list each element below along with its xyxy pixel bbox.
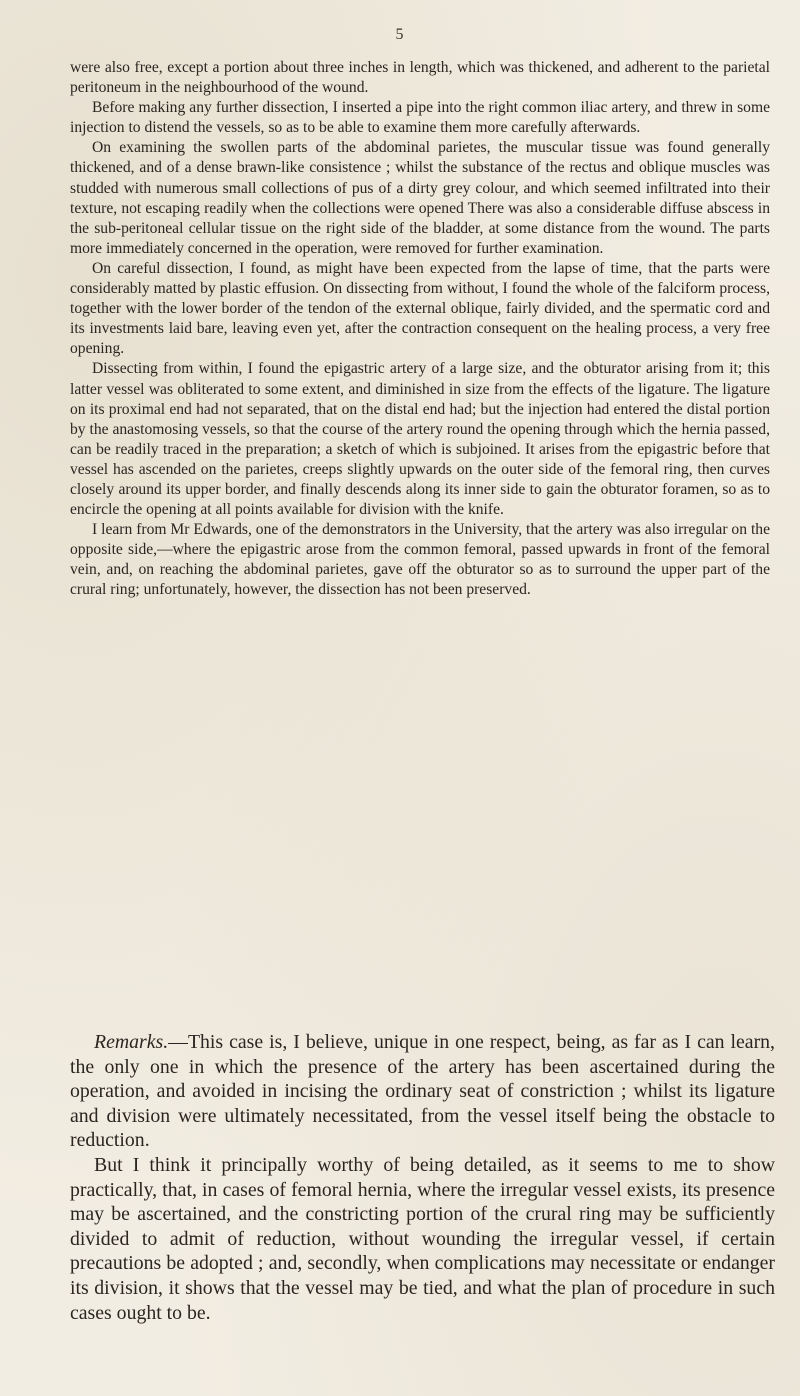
remarks-intro-text: —This case is, I believe, unique in one respect, being, as far as I can learn, the only one in which the presence of the artery has been ascertained during the operation, and avoided in incising the ordinary seat of constriction ; whilst its ligature and division were ultimately necessitated, from the vessel itself being the obstacle to reduction. [70,1031,775,1152]
paragraph-dissecting-within: Dissecting from within, I found the epigastric artery of a large size, and the obturator arising from it; this latter vessel was obliterated to some extent, and diminished in size from the effects of the ligature. The ligature on its proximal end had not separated, that on the distal end had; but the injection had entered the distal portion by the anastomosing vessels, so that the course of the artery round the opening through which the hernia passed, can be readily traced in the preparation; a sketch of which is subjoined. It arises from the epigastric before that vessel has ascended on the parietes, creeps slightly upwards on the outer side of the femoral ring, then curves closely around its upper border, and finally descends along its inner side to gain the obturator foramen, so as to encircle the opening at all points available for division with the knife. [70,360,770,519]
remarks-paragraph [70,1030,775,1153]
remarks-second-paragraph: But I think it principally worthy of being detailed, as it seems to me to show practically, that, in cases of femoral hernia, where the irregular vessel exists, its presence may be ascertained, and the constricting portion of the crural ring may be sufficiently divided to admit of reduction, without wounding the irregular vessel, if certain precautions be adopted ; and, secondly, when complications may necessitate or endanger its division, it shows that the vessel may be tied, and what the plan of procedure in such cases ought to be. [70,1153,775,1324]
paragraph-thickened-portion: were also free, except a portion about three inches in length, which was thickened, and adherent to the parietal peritoneum in the neighbourhood of the wound. [70,59,770,97]
remarks-label: Remarks. [94,1031,169,1053]
page-number: 5 [395,26,405,43]
case-report-body [70,58,770,601]
paragraph-mr-edwards: I learn from Mr Edwards, one of the demonstrators in the University, that the artery was also irregular on the opposite side,—where the epigastric arose from the common femoral, passed upwards in front of the femoral vein, and, on reaching the abdominal parietes, gave off the obturator so as to surround the upper part of the crural ring; unfortunately, however, the dissection has not been preserved. [70,521,770,599]
paragraph-careful-dissection: On careful dissection, I found, as might have been expected from the lapse of time, that the parts were considerably matted by plastic effusion. On dissecting from without, I found the whole of the falciform process, together with the lower border of the tendon of the external oblique, fairly divided, and the spermatic cord and its investments laid bare, leaving even yet, after the contraction consequent on the healing process, a very free opening. [70,259,770,358]
paragraph-injection: Before making any further dissection, I inserted a pipe into the right common iliac artery, and threw in some injection to distend the vessels, so as to be able to examine them more carefully afterwards. [70,99,770,137]
paragraph-abdominal-parietes: On examining the swollen parts of the abdominal parietes, the muscular tissue was found generally thickened, and of a dense brawn-like consistence ; whilst the substance of the rectus and oblique muscles was studded with numerous small collections of pus of a dirty grey colour, and which seemed infiltrated into their texture, not escaping readily when the collections were opened There was also a considerable diffuse abscess in the sub-peritoneal cellular tissue on the right side of the bladder, at some distance from the wound. The parts more immediately concerned in the operation, were removed for further examination. [70,139,770,257]
remarks-section [70,1030,775,1325]
